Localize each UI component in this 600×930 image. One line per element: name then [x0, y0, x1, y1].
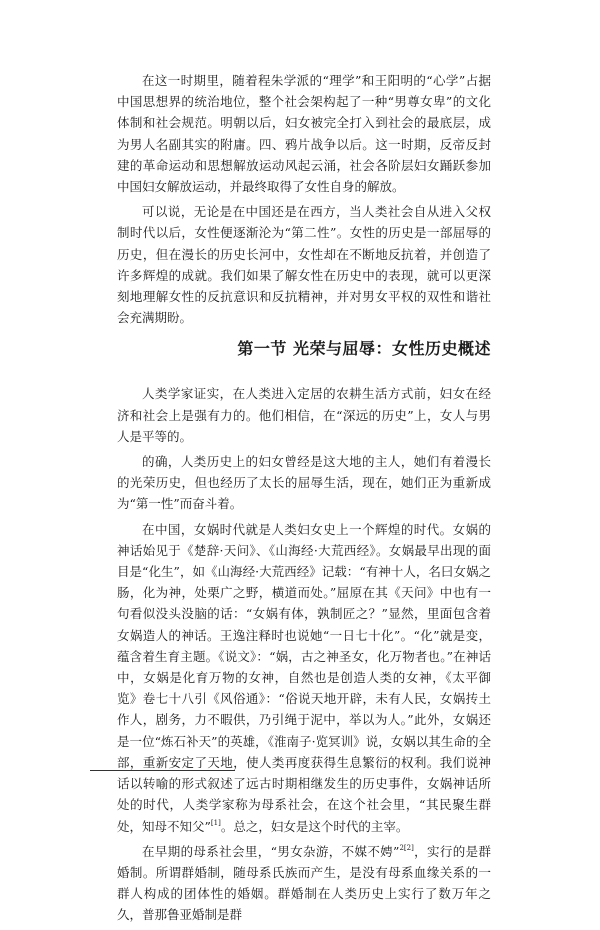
footnote-marker[interactable]: [1] — [210, 818, 221, 827]
footnote-divider — [90, 770, 235, 771]
paragraph: 的确，人类历史上的妇女曾经是这大地的主人，她们有着漫长的光荣历史，但也经历了太长的屈辱生活，现在，她们正为重新成为“第一性”而奋斗着。 — [117, 454, 491, 512]
paragraph: 人类学家证实，在人类进入定居的农耕生活方式前，妇女在经济和社会上是强有力的。他们相信，在“深远的历史”上，女人与男人是平等的。 — [117, 386, 491, 444]
paragraph — [117, 841, 491, 926]
paragraph-text: 在早期的母系社会里，“男女杂游，不媒不娉” — [142, 843, 400, 859]
section-heading: 第一节 光荣与屈辱：女性历史概述 — [237, 339, 491, 359]
paragraph: 可以说，无论是在中国还是在西方，当人类社会自从进入父权制时代以后，女性便逐渐沦为“第二性”。女性的历史是一部屈辱的历史，但在漫长的历史长河中，女性却在不断地反抗着，并创造了许多辉煌的成就。我们如果了解女性在历史中的表现，就可以更深刻地理解女性的反抗意识和反抗精神，并对男女平权的双性和谐社会充满期盼。 — [117, 204, 491, 326]
footnote-marker[interactable]: 2[2] — [399, 843, 414, 852]
page-body — [117, 70, 491, 930]
paragraph-text: 在中国，女娲时代就是人类妇女史上一个辉煌的时代。女娲的神话始见于《楚辞·天问》、《山海经·大荒西经》。女娲最早出现的面目是“化生”，如《山海经·大荒西经》记载：“有神十人，名曰女娲之肠，化为神，处栗广之野，横道而处。”屈原在其《天问》中也有一句看似没头没脑的话：“女娲有体，孰制匠之？”显然，里面包含着女娲造人的神话。王逸注释时也说她“一日七十化”。“化”就是变，蕴含着生育主题。《说文》：“娲，古之神圣女，化万物者也。”在神话中，女娲是化育万物的女神，自然也是创造人类的女神，《太平御览》卷七十八引《风俗通》：“俗说天地开辟，未有人民，女娲抟土作人，剧务，力不暇供，乃引绳于泥中，举以为人。”此外，女娲还是一位“炼石补天”的英雄，《淮南子·览冥训》说，女娲以其生命的全部，重新安定了天地，使人类再度获得生息繁衍的权利。我们说神话以转喻的形式叙述了远古时期相继发生的历史事件，女娲神话所处的时代，人类学家称为母系社会，在这个社会里，“其民聚生群处，知母不知父” — [117, 521, 491, 834]
paragraph: 在这一时期里，随着程朱学派的“理学”和王阳明的“心学”占据中国思想界的统治地位，整个社会架构起了一种“男尊女卑”的文化体制和社会规范。明朝以后，妇女被完全打入到社会的最底层，成为男人名副其实的附庸。四、鸦片战争以后。这一时期，反帝反封建的革命运动和思想解放运动风起云涌，社会各阶层妇女踊跃参加中国妇女解放运动，并最终取得了女性自身的解放。 — [117, 73, 491, 195]
paragraph-text: 。总之，妇女是这个时代的主宰。 — [220, 818, 409, 834]
paragraph-text: ，实行的是群婚制。所谓群婚制，随母系氏族而产生，是没有母系血缘关系的一群人构成的团体性的婚姻。群婚制在人类历史上实行了数万年之久，普那鲁亚婚制是群 — [117, 843, 491, 923]
paragraph — [117, 519, 491, 837]
